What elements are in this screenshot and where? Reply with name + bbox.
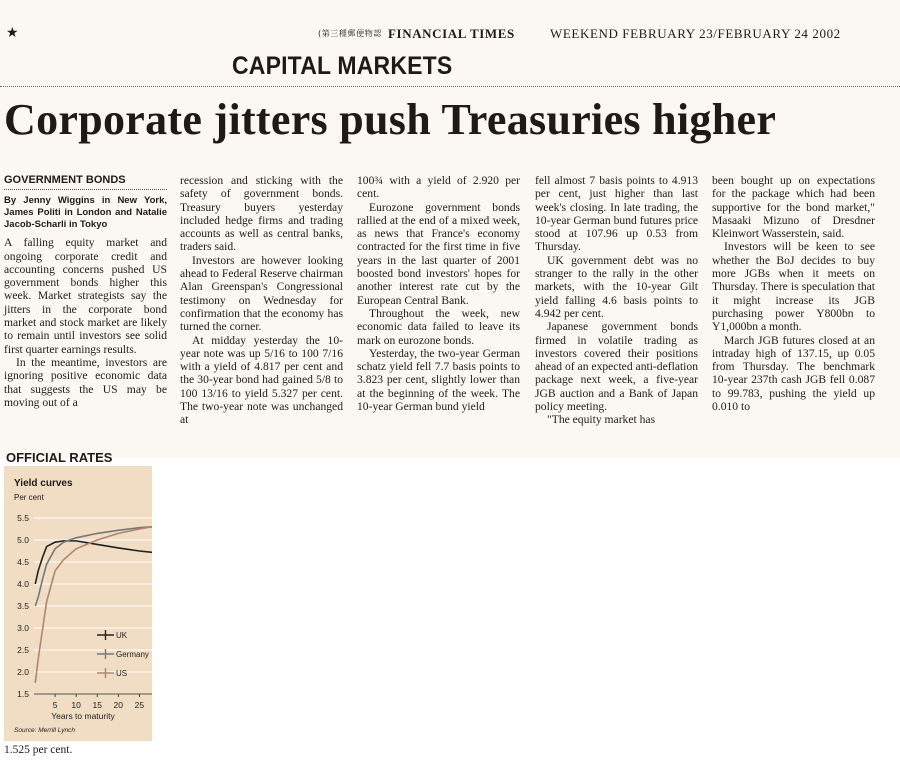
chart-plot: [4, 466, 152, 741]
y-tick-label: 3.5: [17, 601, 29, 611]
section-title: CAPITAL MARKETS: [232, 52, 453, 80]
paragraph: At midday yesterday the 10-year note was up 5/16 to 100 7/16 with a yield of 4.817 per cent and the 30-year bond had gained 5/8 to 100 13/16 to yield 5.327 per cent. The two-year note was unchanged at: [180, 333, 343, 427]
chart-source: Source: Merrill Lynch: [14, 727, 75, 734]
x-tick-label: 20: [113, 700, 124, 710]
article-kicker: GOVERNMENT BONDS: [4, 174, 167, 190]
paragraph: been bought up on expectations for the package which had been supportive for the bond market," Masaaki Mizuno of Dresdner Kleinwort Wasserstein, said.: [712, 174, 875, 241]
paragraph: Eurozone government bonds rallied at the end of a mixed week, as news that France's economy contracted for the first time in five years in the last quarter of 2001 boosted bond investors' hopes for another interest rate cut by the European Central Bank.: [357, 200, 520, 307]
paragraph: fell almost 7 basis points to 4.913 per cent, just higher than last week's closing. In late trading, the 10-year German bund futures price stood at 107.96 up 0.53 from Thursday.: [535, 174, 698, 254]
chart-title: Yield curves: [14, 478, 73, 489]
section-divider: [0, 86, 900, 87]
star-icon: ★: [6, 26, 20, 41]
paragraph: UK government debt was no stranger to the rally in the other markets, with the 10-year Gilt yield falling 4.6 basis points to 4.942 per cent.: [535, 253, 698, 320]
continued-text: 1.525 per cent.: [4, 744, 73, 756]
x-tick-label: 5: [52, 700, 58, 710]
y-tick-label: 2.5: [17, 645, 29, 655]
article-column-2: [180, 174, 343, 427]
paragraph: In the meantime, investors are ignoring positive economic data that suggests the US may be moving out of a: [4, 355, 167, 409]
yield-curve-chart: [4, 466, 152, 741]
x-tick-label: 10: [71, 700, 81, 710]
y-tick-label: 5.0: [17, 535, 29, 545]
x-axis-label: Years to maturity: [51, 711, 115, 721]
official-rates-heading: OFFICIAL RATES: [6, 450, 113, 465]
legend-label: Germany: [116, 650, 149, 659]
x-tick-label: 25: [134, 700, 145, 710]
y-tick-label: 4.0: [17, 579, 29, 589]
y-tick-label: 2.0: [17, 667, 29, 677]
article-column-5: [712, 174, 875, 413]
paragraph: recession and sticking with the safety of government bonds. Treasury buyers yesterday included hedge firms and trading accounts as well as central banks, traders said.: [180, 174, 343, 254]
y-tick-label: 4.5: [17, 557, 29, 567]
issue-date: WEEKEND FEBRUARY 23/FEBRUARY 24 2002: [550, 26, 841, 41]
paragraph: A falling equity market and ongoing corporate credit and accounting concerns pushed US government bonds higher this week. Market strategists say the jitters in the corporate bond market and stock market are likely to remain until investors see solid first quarter earnings results.: [4, 236, 167, 356]
y-tick-label: 1.5: [17, 689, 29, 699]
paragraph: Yesterday, the two-year German schatz yield fell 7.7 basis points to 3.823 per cent, slightly lower than at the beginning of the week. The 10-year German bund yield: [357, 346, 520, 414]
paragraph: Throughout the week, new economic data failed to leave its mark on eurozone bonds.: [357, 306, 520, 347]
paragraph: Investors are however looking ahead to Federal Reserve chairman Alan Greenspan's Congressional testimony on Wednesday for confirmation that the economy has turned the corner.: [180, 253, 343, 334]
paragraph: "The equity market has: [547, 413, 656, 427]
paragraph: 100¾ with a yield of 2.920 per cent.: [357, 174, 520, 201]
paragraph: March JGB futures closed at an intraday high of 137.15, up 0.05 from Thursday. The benchmark 10-year 237th cash JGB fell 0.087 to 99.783, pushing the yield up 0.010 to: [712, 333, 875, 414]
y-tick-label: 3.0: [17, 623, 29, 633]
legend-label: US: [116, 669, 128, 678]
y-tick-label: 5.5: [17, 513, 29, 523]
article-column-3: [357, 174, 520, 413]
article-column-1: [4, 174, 167, 409]
headline: Corporate jitters push Treasuries higher: [4, 95, 777, 144]
chart-unit-label: Per cent: [14, 493, 44, 502]
article-column-4: [535, 174, 698, 427]
x-tick-label: 15: [92, 700, 102, 710]
page-folio: [0, 26, 900, 44]
postal-mark: (第三種郵便物認: [318, 29, 382, 38]
byline: By Jenny Wiggins in New York, James Politi in London and Natalie Jacob-Scharli in Tokyo: [4, 195, 167, 231]
series-line-germany: [35, 527, 152, 606]
paragraph: Japanese government bonds firmed in volatile trading as investors covered their positions ahead of an expected anti-deflation package next week, a five-year JGB auction and a Bank of Japan policy meeting.: [535, 320, 698, 414]
paragraph: Investors will be keen to see whether the BoJ decides to buy more JGBs when it meets on Thursday. There is speculation that it might increase its JGB purchasing power Y800bn to Y1,000bn a month.: [712, 240, 875, 334]
legend-label: UK: [116, 631, 128, 640]
publication-name: FINANCIAL TIMES: [388, 26, 515, 41]
